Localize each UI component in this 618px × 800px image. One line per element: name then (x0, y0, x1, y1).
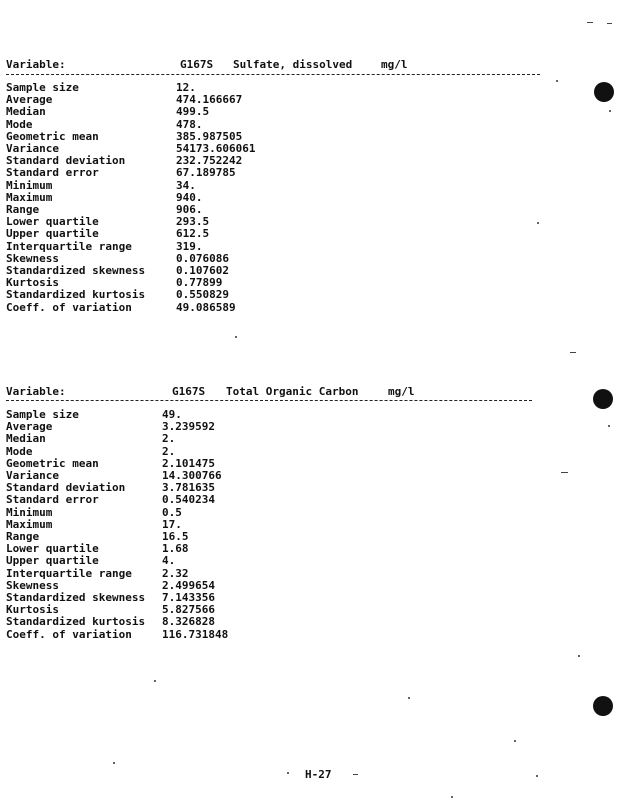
statistic-label: Variance (6, 469, 59, 482)
scan-mark (587, 22, 593, 23)
statistic-value: 0.5 (162, 505, 182, 519)
statistic-row (0, 215, 560, 227)
statistic-row (0, 420, 560, 432)
section-2-variable-code: G167S (172, 385, 206, 398)
scan-speck (235, 336, 237, 338)
statistic-value: 499.5 (176, 105, 210, 119)
statistic-label: Standardized skewness (6, 264, 146, 277)
section-1-variable-description: Sulfate, dissolved (233, 58, 353, 71)
statistic-row (0, 457, 560, 469)
statistic-value: 293.5 (176, 215, 210, 229)
scan-speck (154, 680, 156, 682)
statistic-value: 0.107602 (176, 264, 229, 277)
statistic-label: Mode (6, 117, 33, 131)
statistic-row (0, 276, 560, 288)
scan-speck (609, 110, 611, 112)
statistic-value: 940. (176, 190, 203, 204)
statistic-label: Range (6, 203, 40, 216)
section-1-variable-code: G167S (180, 58, 214, 71)
statistic-row (0, 288, 560, 300)
scan-speck (608, 425, 610, 427)
statistic-row (0, 603, 560, 615)
statistic-row (0, 252, 560, 264)
statistic-value: 49.086589 (176, 300, 236, 314)
scan-mark (561, 472, 568, 473)
scan-speck (578, 655, 580, 657)
statistic-value: 319. (176, 239, 203, 253)
statistic-row (0, 301, 560, 313)
statistic-value: 5.827566 (162, 603, 215, 617)
scan-mark (607, 23, 612, 24)
statistic-label: Standard error (6, 166, 99, 180)
statistic-value: 474.166667 (176, 93, 243, 107)
statistic-value: 232.752242 (176, 154, 243, 168)
statistic-label: Mode (6, 444, 33, 458)
statistic-value: 385.987505 (176, 129, 243, 143)
statistic-row (0, 154, 560, 166)
section-1-variable-label: Variable: (6, 58, 66, 71)
statistic-row (0, 579, 560, 591)
statistic-row (0, 542, 560, 554)
statistic-label: Median (6, 105, 46, 119)
statistic-value: 1.68 (162, 542, 189, 556)
statistic-row (0, 445, 560, 457)
statistic-label: Average (6, 420, 53, 434)
statistic-label: Variance (6, 142, 59, 155)
statistic-row (0, 481, 560, 493)
statistic-label: Sample size (6, 408, 79, 421)
statistic-label: Upper quartile (6, 554, 99, 568)
statistic-row (0, 191, 560, 203)
section-2-variable-label: Variable: (6, 385, 66, 398)
statistic-label: Skewness (6, 251, 59, 265)
statistic-label: Kurtosis (6, 603, 59, 617)
statistic-label: Coeff. of variation (6, 300, 132, 314)
statistic-row (0, 93, 560, 105)
section-1-variable-unit: mg/l (381, 58, 408, 71)
statistic-row (0, 518, 560, 530)
statistic-label: Standardized kurtosis (6, 288, 146, 302)
statistic-value: 116.731848 (162, 627, 229, 641)
statistic-value: 14.300766 (162, 469, 222, 482)
statistic-row (0, 628, 560, 640)
scan-mark (570, 352, 576, 353)
statistic-label: Standardized skewness (6, 591, 146, 604)
statistic-row (0, 530, 560, 542)
statistic-row (0, 179, 560, 191)
statistic-row (0, 615, 560, 627)
statistic-value: 49. (162, 408, 182, 421)
statistic-label: Maximum (6, 517, 53, 531)
scan-speck (451, 796, 453, 798)
statistic-value: 612.5 (176, 227, 210, 241)
section-2-divider (6, 400, 532, 401)
statistic-row (0, 506, 560, 518)
statistic-value: 2. (162, 432, 176, 446)
statistic-label: Interquartile range (6, 239, 132, 253)
punch-hole-top (594, 82, 614, 102)
section-1-header (0, 58, 618, 71)
statistic-label: Geometric mean (6, 456, 99, 470)
scan-speck (536, 775, 538, 777)
statistic-value: 2.32 (162, 566, 189, 580)
statistic-row (0, 81, 560, 93)
statistic-value: 17. (162, 517, 182, 531)
statistic-label: Minimum (6, 505, 53, 519)
statistic-label: Lower quartile (6, 215, 99, 229)
statistic-row (0, 493, 560, 505)
statistic-value: 12. (176, 81, 196, 94)
statistic-label: Standard error (6, 493, 99, 507)
statistic-value: 2.101475 (162, 456, 215, 470)
statistic-label: Minimum (6, 178, 53, 192)
statistic-value: 54173.606061 (176, 142, 256, 155)
statistic-row (0, 408, 560, 420)
section-2-variable-unit: mg/l (388, 385, 415, 398)
statistic-label: Standardized kurtosis (6, 615, 146, 629)
statistic-label: Standard deviation (6, 154, 126, 168)
statistic-label: Sample size (6, 81, 79, 94)
section-1-divider (6, 74, 540, 75)
statistic-value: 8.326828 (162, 615, 215, 629)
statistic-value: 67.189785 (176, 166, 236, 180)
statistic-label: Range (6, 530, 40, 543)
scan-speck (408, 697, 410, 699)
statistic-value: 7.143356 (162, 591, 215, 604)
statistic-label: Geometric mean (6, 129, 99, 143)
statistic-row (0, 130, 560, 142)
statistic-value: 906. (176, 203, 203, 216)
statistic-row (0, 227, 560, 239)
statistic-row (0, 591, 560, 603)
statistic-label: Interquartile range (6, 566, 132, 580)
scan-mark (353, 774, 358, 775)
statistic-value: 0.540234 (162, 493, 215, 507)
statistic-row (0, 142, 560, 154)
section-2-variable-description: Total Organic Carbon (226, 385, 359, 398)
statistic-label: Average (6, 93, 53, 107)
statistic-label: Standard deviation (6, 481, 126, 495)
statistic-value: 478. (176, 117, 203, 131)
page-number: H-27 (305, 768, 332, 781)
statistic-value: 2. (162, 444, 176, 458)
statistic-row (0, 264, 560, 276)
statistic-row (0, 240, 560, 252)
statistic-value: 4. (162, 554, 176, 568)
statistic-value: 0.77899 (176, 276, 223, 290)
scan-speck (537, 222, 539, 224)
statistic-row (0, 203, 560, 215)
statistic-value: 3.239592 (162, 420, 215, 434)
statistic-label: Lower quartile (6, 542, 99, 556)
statistic-label: Maximum (6, 190, 53, 204)
statistic-row (0, 469, 560, 481)
statistic-row (0, 166, 560, 178)
scan-speck (287, 772, 289, 774)
statistic-label: Upper quartile (6, 227, 99, 241)
statistic-row (0, 432, 560, 444)
statistic-value: 16.5 (162, 530, 189, 543)
statistic-label: Kurtosis (6, 276, 59, 290)
statistic-row (0, 105, 560, 117)
scan-speck (113, 762, 115, 764)
statistic-value: 0.076086 (176, 251, 229, 265)
punch-hole-middle (593, 389, 613, 409)
scan-speck (514, 740, 516, 742)
statistic-value: 0.550829 (176, 288, 229, 302)
statistic-value: 3.781635 (162, 481, 215, 495)
statistic-label: Coeff. of variation (6, 627, 132, 641)
statistic-label: Skewness (6, 578, 59, 592)
statistic-row (0, 554, 560, 566)
statistic-row (0, 118, 560, 130)
section-2-header (0, 385, 618, 398)
punch-hole-bottom (593, 696, 613, 716)
scan-speck (556, 80, 558, 82)
statistic-value: 2.499654 (162, 578, 215, 592)
statistic-value: 34. (176, 178, 196, 192)
statistic-row (0, 567, 560, 579)
statistic-label: Median (6, 432, 46, 446)
